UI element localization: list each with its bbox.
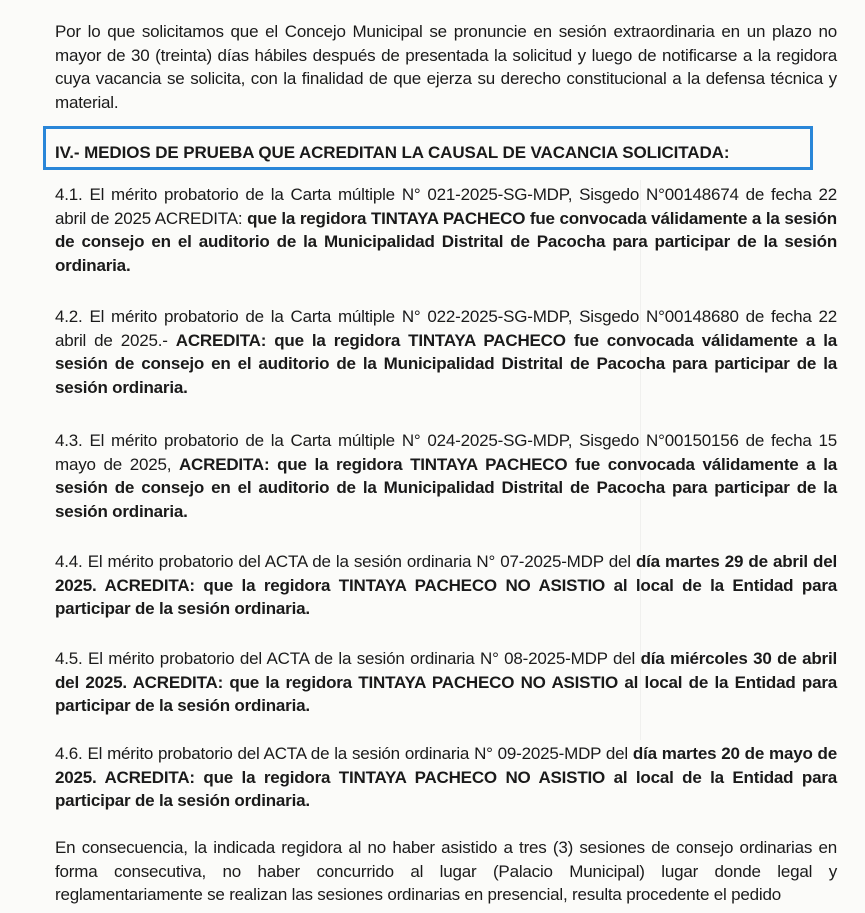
section-heading: IV.- MEDIOS DE PRUEBA QUE ACREDITAN LA CAUSAL DE VACANCIA SOLICITADA: — [55, 143, 730, 162]
evidence-item-bold: día martes 29 de abril del 2025. ACREDITA: que la regidora TINTAYA PACHECO NO ASISTIO al local de la Entidad para participar de la sesión ordinaria. — [55, 552, 837, 618]
evidence-item-4-3 — [55, 429, 837, 523]
evidence-item-bold: día martes 20 de mayo de 2025. ACREDITA: que la regidora TINTAYA PACHECO NO ASISTIO al local de la Entidad para participar de la sesión ordinaria. — [55, 744, 837, 810]
evidence-item-text: 4.1. El mérito probatorio de la Carta múltiple N° 021-2025-SG-MDP, Sisgedo N°00148674 de fecha 22 abril de 2025 ACREDITA: — [55, 185, 837, 228]
evidence-item-text: 4.3. El mérito probatorio de la Carta múltiple N° 024-2025-SG-MDP, Sisgedo N°00150156 de fecha 15 mayo de 2025, — [55, 431, 837, 474]
conclusion-paragraph: En consecuencia, la indicada regidora al no haber asistido a tres (3) sesiones de consejo ordinarias en forma consecutiva, no haber concurrido al lugar (Palacio Municipal) lugar donde legal y reglamentariamente se realizan las sesiones ordinarias en presencial, resulta procedente el pedido — [55, 838, 837, 904]
intro-paragraph: Por lo que solicitamos que el Concejo Municipal se pronuncie en sesión extraordinaria en un plazo no mayor de 30 (treinta) días hábiles después de presentada la solicitud y luego de notificarse a la regidora cuya vacancia se solicita, con la finalidad de que ejerza su derecho constitucional a la defensa técnica y material. — [55, 22, 837, 112]
evidence-item-text: 4.4. El mérito probatorio del ACTA de la sesión ordinaria N° 07-2025-MDP del — [55, 552, 636, 571]
evidence-item-4-2 — [55, 305, 837, 399]
evidence-item-bold: día miércoles 30 de abril del 2025. ACREDITA: que la regidora TINTAYA PACHECO NO ASISTIO al local de la Entidad para participar de la sesión ordinaria. — [55, 649, 837, 715]
evidence-item-bold: ACREDITA: que la regidora TINTAYA PACHECO fue convocada válidamente a la sesión de consejo en el auditorio de la Municipalidad Distrital de Pacocha para participar de la sesión ordinaria. — [55, 330, 837, 397]
evidence-item-text: 4.2. El mérito probatorio de la Carta múltiple N° 022-2025-SG-MDP, Sisgedo N°00148680 de fecha 22 abril de 2025.- — [55, 307, 837, 350]
evidence-item-4-5 — [55, 647, 837, 718]
evidence-item-text: 4.5. El mérito probatorio del ACTA de la sesión ordinaria N° 08-2025-MDP del — [55, 649, 641, 668]
evidence-item-bold: ACREDITA: que la regidora TINTAYA PACHECO fue convocada válidamente a la sesión de consejo en el auditorio de la Municipalidad Distrital de Pacocha para participar de la sesión ordinaria. — [55, 454, 837, 521]
evidence-item-4-1 — [55, 183, 837, 277]
evidence-item-text: 4.6. El mérito probatorio del ACTA de la sesión ordinaria N° 09-2025-MDP del — [55, 744, 633, 763]
evidence-item-4-4 — [55, 550, 837, 621]
evidence-item-bold: que la regidora TINTAYA PACHECO fue convocada válidamente a la sesión de consejo en el auditorio de la Municipalidad Distrital de Pacocha para participar de la sesión ordinaria. — [55, 208, 837, 275]
evidence-item-4-6 — [55, 742, 837, 813]
